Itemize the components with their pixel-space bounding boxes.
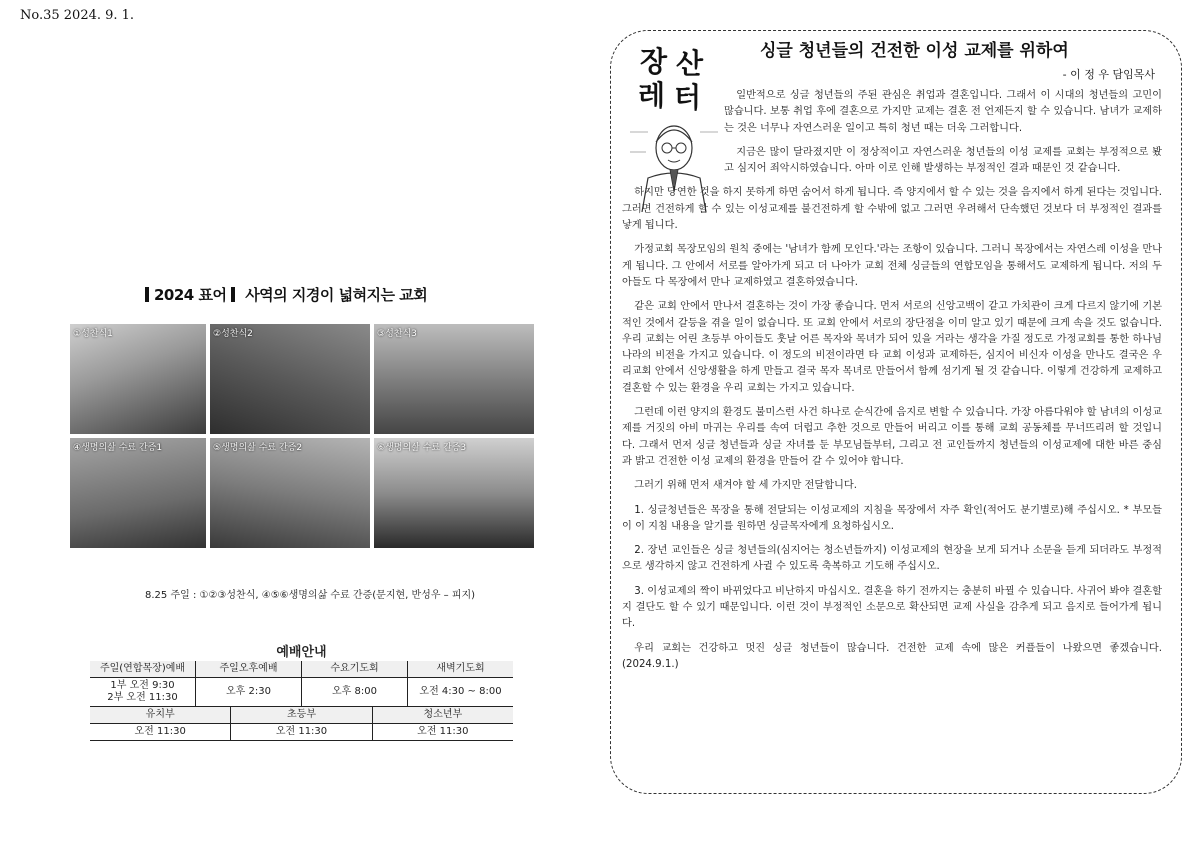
issue-number: No.35 2024. 9. 1. <box>20 8 135 23</box>
photo-2 <box>210 324 370 434</box>
letter-paragraph: 2. 장년 교인들은 싱글 청년들의(심지어는 청소년들까지) 이성교제의 현장을 보게 되거나 소문을 듣게 되더라도 부정적으로 생각하지 않고 건전하게 사귈 수 있도록 축복하고 기도해 주십시오. <box>622 545 1162 573</box>
photo-3 <box>374 324 534 434</box>
photo-caption: ⑥생명의삶 수료 간증3 <box>377 443 467 453</box>
service-value: 오후 8:00 <box>302 678 408 706</box>
letter-paragraph: 하지만 당연한 것을 하지 못하게 하면 숨어서 하게 됩니다. 즉 양지에서 할 수 있는 것을 음지에서 하게 된다는 것입니다. 그러면 건전하게 할 수 있는 이성교제를 불건전하게 할 수밖에 없고 그러면 우려해서 단속했던 것보다 더 부정적인 결과를 낳게 됩니다. <box>622 187 1162 232</box>
service-value-row <box>90 678 513 707</box>
photo-grid <box>70 324 535 550</box>
badge-char: 터 <box>674 81 702 114</box>
dept-value-row <box>90 724 513 741</box>
photo-caption: ④생명의삶 수료 간증1 <box>73 443 163 453</box>
service-value: 1부 오전 9:30 2부 오전 11:30 <box>90 678 196 706</box>
motto-heading <box>140 284 427 305</box>
letter-author: - 이 정 우 담임목사 <box>1062 68 1155 81</box>
letter-paragraph: 일반적으로 싱글 청년들의 주된 관심은 취업과 결혼입니다. 그래서 이 시대의 청년들의 고민이 많습니다. 보통 취업 후에 결혼으로 가지만 교제는 결혼 전 언제든지 할 수 있습니다. 남녀가 교제하는 것은 너무나 자연스러운 일이고 특히 청년 때는 더욱 그러합니다. <box>724 90 1162 134</box>
photo-5 <box>210 438 370 548</box>
photo-1 <box>70 324 206 434</box>
photo-caption-line: 8.25 주일 : ①②③성찬식, ④⑤⑥생명의삶 수료 간증(문지현, 반성우 – 피지) <box>145 590 476 601</box>
service-header: 주일(연합목장)예배 <box>90 661 196 677</box>
bar-mark <box>231 287 235 302</box>
dept-value: 오전 11:30 <box>231 724 372 740</box>
service-guide-title: 예배안내 <box>90 641 513 663</box>
dept-header: 초등부 <box>231 707 372 723</box>
bar-mark <box>145 287 149 302</box>
service-header-row <box>90 661 513 678</box>
letter-paragraph: 1. 싱글청년들은 목장을 통해 전달되는 이성교제의 지침을 목장에서 자주 확인(적어도 분기별로)해 주십시오. * 부모들이 이 지침 내용을 알기를 원하면 싱글목자에게 요청하십시오. <box>622 504 1162 532</box>
service-header: 수요기도회 <box>302 661 408 677</box>
letter-paragraph: 3. 이성교제의 짝이 바뀌었다고 비난하지 마십시오. 결혼을 하기 전까지는 충분히 바뀔 수 있습니다. 사귀어 봐야 결혼할지 결단도 할 수 있기 때문입니다. 이런 것이 부정적인 소문으로 확산되면 교제 사실을 감추게 되고 음지로 들어가게 됩니다. <box>622 585 1162 630</box>
dept-header: 유치부 <box>90 707 231 723</box>
photo-caption: ②성찬식2 <box>213 329 253 339</box>
dept-value: 오전 11:30 <box>417 726 469 737</box>
photo-4 <box>70 438 206 548</box>
service-table <box>90 661 513 741</box>
service-value: 오후 2:30 <box>196 678 302 706</box>
letter-title: 싱글 청년들의 건전한 이성 교제를 위하여 <box>760 41 1069 61</box>
service-header: 새벽기도회 <box>408 661 513 677</box>
service-value: 오전 4:30 ~ 8:00 <box>419 686 502 697</box>
photo-caption: ③성찬식3 <box>377 329 417 339</box>
dept-header: 청소년부 <box>373 707 513 723</box>
letter-paragraph: 그런데 이런 양지의 환경도 불미스런 사건 하나로 순식간에 음지로 변할 수 있습니다. 가장 아름다워야 할 남녀의 이성교제를 거짓의 아비 마귀는 우리를 속여 더럽고 추한 것으로 만들어 버리고 이를 통해 교회 공동체를 무너뜨리려 할 것입니다. 그래서 먼저 싱글 청년들과 싱글 자녀를 둔 부모님들부터, 그리고 전 교인들까지 청년들의 이성교제에 대한 바른 중심과 밝고 건전한 이성 교제의 환경을 만들어 갈 수 있어야 합니다. <box>622 407 1162 467</box>
dept-value: 오전 11:30 <box>90 724 231 740</box>
motto-text: 사역의 지경이 넓혀지는 교회 <box>245 286 428 304</box>
letter-paragraph: 그러기 위해 먼저 새겨야 할 세 가지만 전달합니다. <box>634 480 857 492</box>
badge-char: 산 <box>676 47 704 80</box>
letter-paragraph: 가정교회 목장모임의 원칙 중에는 '남녀가 함께 모인다.'라는 조항이 있습니다. 그러니 목장에서는 자연스레 이성을 만나게 됩니다. 그 안에서 서로를 알아가게 되고 더 나아가 교회 전체 싱글들의 연합모임을 통해서도 교제하게 됩니다. 저의 두 아들도 다 목장에서 만나 교제하였고 결혼하였습니다. <box>622 244 1162 288</box>
dept-header-row <box>90 707 513 724</box>
letter-paragraph: 지금은 많이 달라졌지만 이 정상적이고 자연스러운 청년들의 이성 교제를 교회는 부정적으로 봤고 심지어 죄악시하였습니다. 아마 이로 인해 발생하는 부정적인 결과 때문인 것 같습니다. <box>724 146 1162 175</box>
photo-caption: ⑤생명의삶 수료 간증2 <box>213 443 303 453</box>
motto-year: 2024 표어 <box>154 286 227 304</box>
letter-paragraph: 우리 교회는 건강하고 멋진 싱글 청년들이 많습니다. 건전한 교제 속에 많은 커플들이 나왔으면 좋겠습니다.(2024.9.1.) <box>622 642 1162 670</box>
badge-char: 장 <box>640 45 668 78</box>
photo-6 <box>374 438 534 548</box>
letter-paragraph: 같은 교회 안에서 만나서 결혼하는 것이 가장 좋습니다. 먼저 서로의 신앙고백이 같고 가치관이 크게 다르지 않기에 기본적인 것에서 갈등을 겪을 일이 없습니다. 또 교회 안에서 서로의 장단점을 이미 알고 있기 때문에 크게 속을 것도 없습니다. 우리 교회는 어린 초등부 아이들도 훗날 어른 목자와 목녀가 되어 있을 거라는 생각을 가질 정도로 가정교회를 통한 하나님 나라의 비전을 가지고 있습니다. 이 정도의 비전이라면 타 교회 이성과 교제하든, 심지어 비신자 이성을 만나도 결국은 우리교회 안에서 신앙생활을 하게 만들고 결국 목자 목녀로 만들어서 함께 섬기게 될 것 같습니다. 이렇게 건강하게 교제하고 결혼할 수 있는 환경을 우리 교회는 가지고 있습니다. <box>622 301 1162 394</box>
photo-caption: ①성찬식1 <box>73 329 113 339</box>
badge-char: 레 <box>638 79 666 112</box>
service-header: 주일오후예배 <box>196 661 302 677</box>
letter-body <box>622 88 1162 681</box>
